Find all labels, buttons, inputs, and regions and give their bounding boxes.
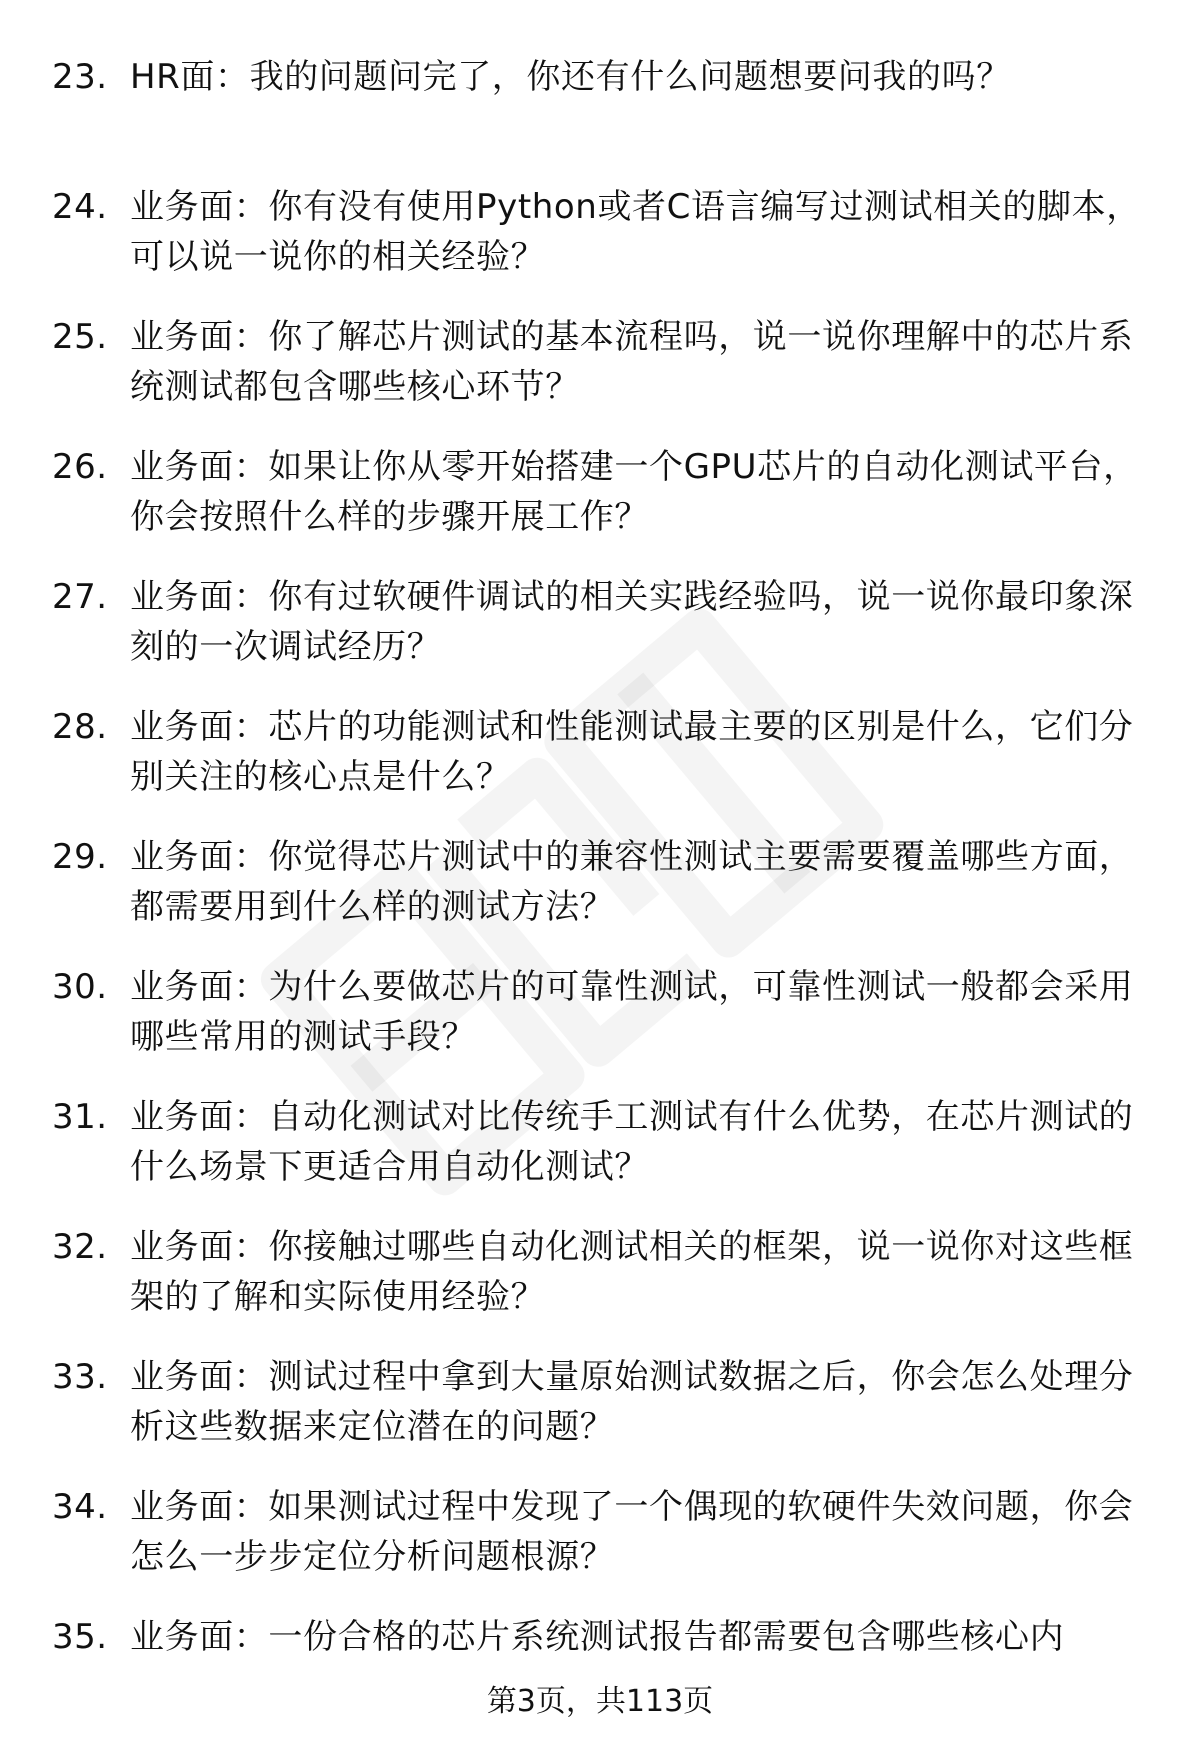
question-number: 34.: [52, 1487, 108, 1527]
question-item: [0, 962, 1200, 1092]
question-text: 业务面：你有过软硬件调试的相关实践经验吗，说一说你最印象深刻的一次调试经历？: [130, 577, 1134, 667]
question-text: 业务面：你了解芯片测试的基本流程吗，说一说你理解中的芯片系统测试都包含哪些核心环节？: [130, 317, 1134, 407]
question-number: 31.: [52, 1097, 108, 1137]
question-item: [0, 572, 1200, 702]
question-item: [0, 1222, 1200, 1352]
question-item: [0, 312, 1200, 442]
question-number: 35.: [52, 1617, 108, 1657]
question-text: 业务面：你接触过哪些自动化测试相关的框架，说一说你对这些框架的了解和实际使用经验？: [130, 1227, 1134, 1317]
question-text: 业务面：你觉得芯片测试中的兼容性测试主要需要覆盖哪些方面，都需要用到什么样的测试方法？: [130, 837, 1134, 927]
question-text: HR面：我的问题问完了，你还有什么问题想要问我的吗？: [130, 57, 1011, 97]
question-list: [0, 52, 1200, 1742]
question-text: 业务面：一份合格的芯片系统测试报告都需要包含哪些核心内: [130, 1617, 1065, 1657]
question-text: 业务面：测试过程中拿到大量原始测试数据之后，你会怎么处理分析这些数据来定位潜在的问题？: [130, 1357, 1134, 1447]
question-item: [0, 1482, 1200, 1612]
question-text: 业务面：为什么要做芯片的可靠性测试，可靠性测试一般都会采用哪些常用的测试手段？: [130, 967, 1134, 1057]
question-text: 业务面：自动化测试对比传统手工测试有什么优势，在芯片测试的什么场景下更适合用自动化测试？: [130, 1097, 1134, 1187]
question-number: 28.: [52, 707, 108, 747]
question-number: 29.: [52, 837, 108, 877]
question-item: [0, 1612, 1200, 1742]
question-number: 32.: [52, 1227, 108, 1267]
question-text: 业务面：你有没有使用Python或者C语言编写过测试相关的脚本，可以说一说你的相关经验？: [130, 187, 1141, 277]
question-number: 26.: [52, 447, 108, 487]
question-item: [0, 442, 1200, 572]
question-number: 25.: [52, 317, 108, 357]
question-item: [0, 52, 1200, 182]
question-number: 27.: [52, 577, 108, 617]
question-number: 23.: [52, 57, 108, 97]
question-number: 33.: [52, 1357, 108, 1397]
question-item: [0, 832, 1200, 962]
question-number: 24.: [52, 187, 108, 227]
question-item: [0, 1092, 1200, 1222]
question-item: [0, 1352, 1200, 1482]
page-footer: 第3页，共113页: [486, 1684, 714, 1719]
question-text: 业务面：如果让你从零开始搭建一个GPU芯片的自动化测试平台，你会按照什么样的步骤开展工作？: [130, 447, 1138, 537]
question-item: [0, 182, 1200, 312]
question-text: 业务面：如果测试过程中发现了一个偶现的软硬件失效问题，你会怎么一步步定位分析问题根源？: [130, 1487, 1134, 1577]
question-text: 业务面：芯片的功能测试和性能测试最主要的区别是什么，它们分别关注的核心点是什么？: [130, 707, 1134, 797]
question-item: [0, 702, 1200, 832]
question-number: 30.: [52, 967, 108, 1007]
